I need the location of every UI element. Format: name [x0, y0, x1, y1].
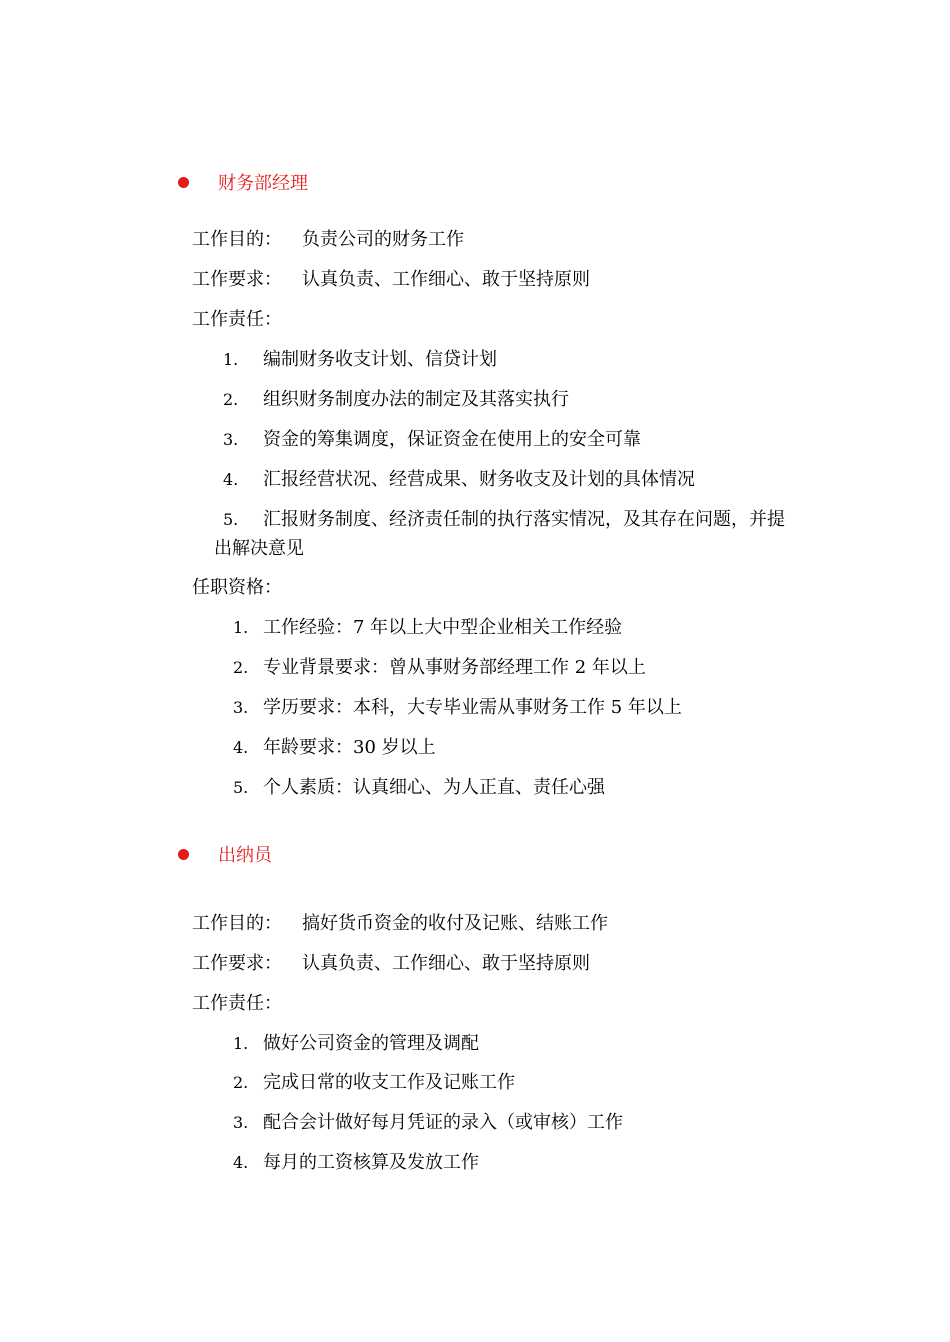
purpose-value: 搞好货币资金的收付及记账、结账工作 [302, 913, 608, 934]
list-number: 2. [233, 1073, 249, 1092]
purpose-label: 工作目的： [192, 229, 282, 250]
list-item [223, 348, 497, 372]
duty-label: 工作责任： [192, 309, 282, 330]
list-item [223, 508, 785, 532]
requirement-label: 工作要求： [192, 269, 282, 290]
list-number: 2. [233, 658, 249, 677]
list-text: 资金的筹集调度，保证资金在使用上的安全可靠 [263, 429, 641, 450]
list-number: 4. [223, 470, 239, 489]
bullet-dot-icon [178, 177, 189, 188]
section-heading-cashier [178, 842, 272, 866]
list-number: 3. [223, 430, 239, 449]
list-item [233, 736, 436, 760]
duty-label-row [192, 992, 282, 1016]
list-item [233, 696, 682, 720]
list-number: 3. [233, 698, 249, 717]
list-item [233, 1151, 479, 1175]
list-number: 1. [223, 350, 239, 369]
purpose-label: 工作目的： [192, 913, 282, 934]
section-title: 出纳员 [218, 845, 272, 866]
list-number: 5. [233, 778, 249, 797]
purpose-value: 负责公司的财务工作 [302, 229, 464, 250]
list-text: 做好公司资金的管理及调配 [263, 1033, 479, 1054]
requirement-value: 认真负责、工作细心、敢于坚持原则 [302, 953, 590, 974]
list-text: 工作经验：7 年以上大中型企业相关工作经验 [263, 617, 623, 638]
list-text: 汇报经营状况、经营成果、财务收支及计划的具体情况 [263, 469, 695, 490]
list-item [233, 1071, 515, 1095]
list-number: 1. [233, 618, 249, 637]
list-item [233, 656, 646, 680]
list-text: 年龄要求：30 岁以上 [263, 737, 436, 758]
section-heading-finance-manager [178, 170, 308, 194]
list-number: 4. [233, 738, 249, 757]
requirement-value: 认真负责、工作细心、敢于坚持原则 [302, 269, 590, 290]
requirement-row [192, 268, 590, 292]
list-item-continuation [214, 537, 304, 561]
qualification-label: 任职资格： [192, 577, 282, 598]
list-text: 编制财务收支计划、信贷计划 [263, 349, 497, 370]
purpose-row [192, 228, 464, 252]
list-item [233, 776, 605, 800]
list-text: 汇报财务制度、经济责任制的执行落实情况，及其存在问题，并提 [263, 509, 785, 530]
list-number: 4. [233, 1153, 249, 1172]
list-number: 5. [223, 510, 239, 529]
list-item [223, 428, 641, 452]
list-item [223, 388, 569, 412]
list-text: 学历要求：本科，大专毕业需从事财务工作 5 年以上 [263, 697, 682, 718]
purpose-row [192, 912, 608, 936]
list-number: 3. [233, 1113, 249, 1132]
list-item [223, 468, 695, 492]
requirement-label: 工作要求： [192, 953, 282, 974]
list-number: 2. [223, 390, 239, 409]
list-text: 专业背景要求：曾从事财务部经理工作 2 年以上 [263, 657, 646, 678]
duty-label-row [192, 308, 282, 332]
section-title: 财务部经理 [218, 173, 308, 194]
list-text: 个人素质：认真细心、为人正直、责任心强 [263, 777, 605, 798]
duty-label: 工作责任： [192, 993, 282, 1014]
qualification-label-row [192, 576, 282, 600]
list-item [233, 1032, 479, 1056]
list-text: 每月的工资核算及发放工作 [263, 1152, 479, 1173]
bullet-dot-icon [178, 849, 189, 860]
list-item [233, 1111, 623, 1135]
list-text: 配合会计做好每月凭证的录入（或审核）工作 [263, 1112, 623, 1133]
requirement-row [192, 952, 590, 976]
list-text: 完成日常的收支工作及记账工作 [263, 1072, 515, 1093]
list-number: 1. [233, 1034, 249, 1053]
list-text: 组织财务制度办法的制定及其落实执行 [263, 389, 569, 410]
list-text: 出解决意见 [214, 538, 304, 559]
list-item [233, 616, 622, 640]
